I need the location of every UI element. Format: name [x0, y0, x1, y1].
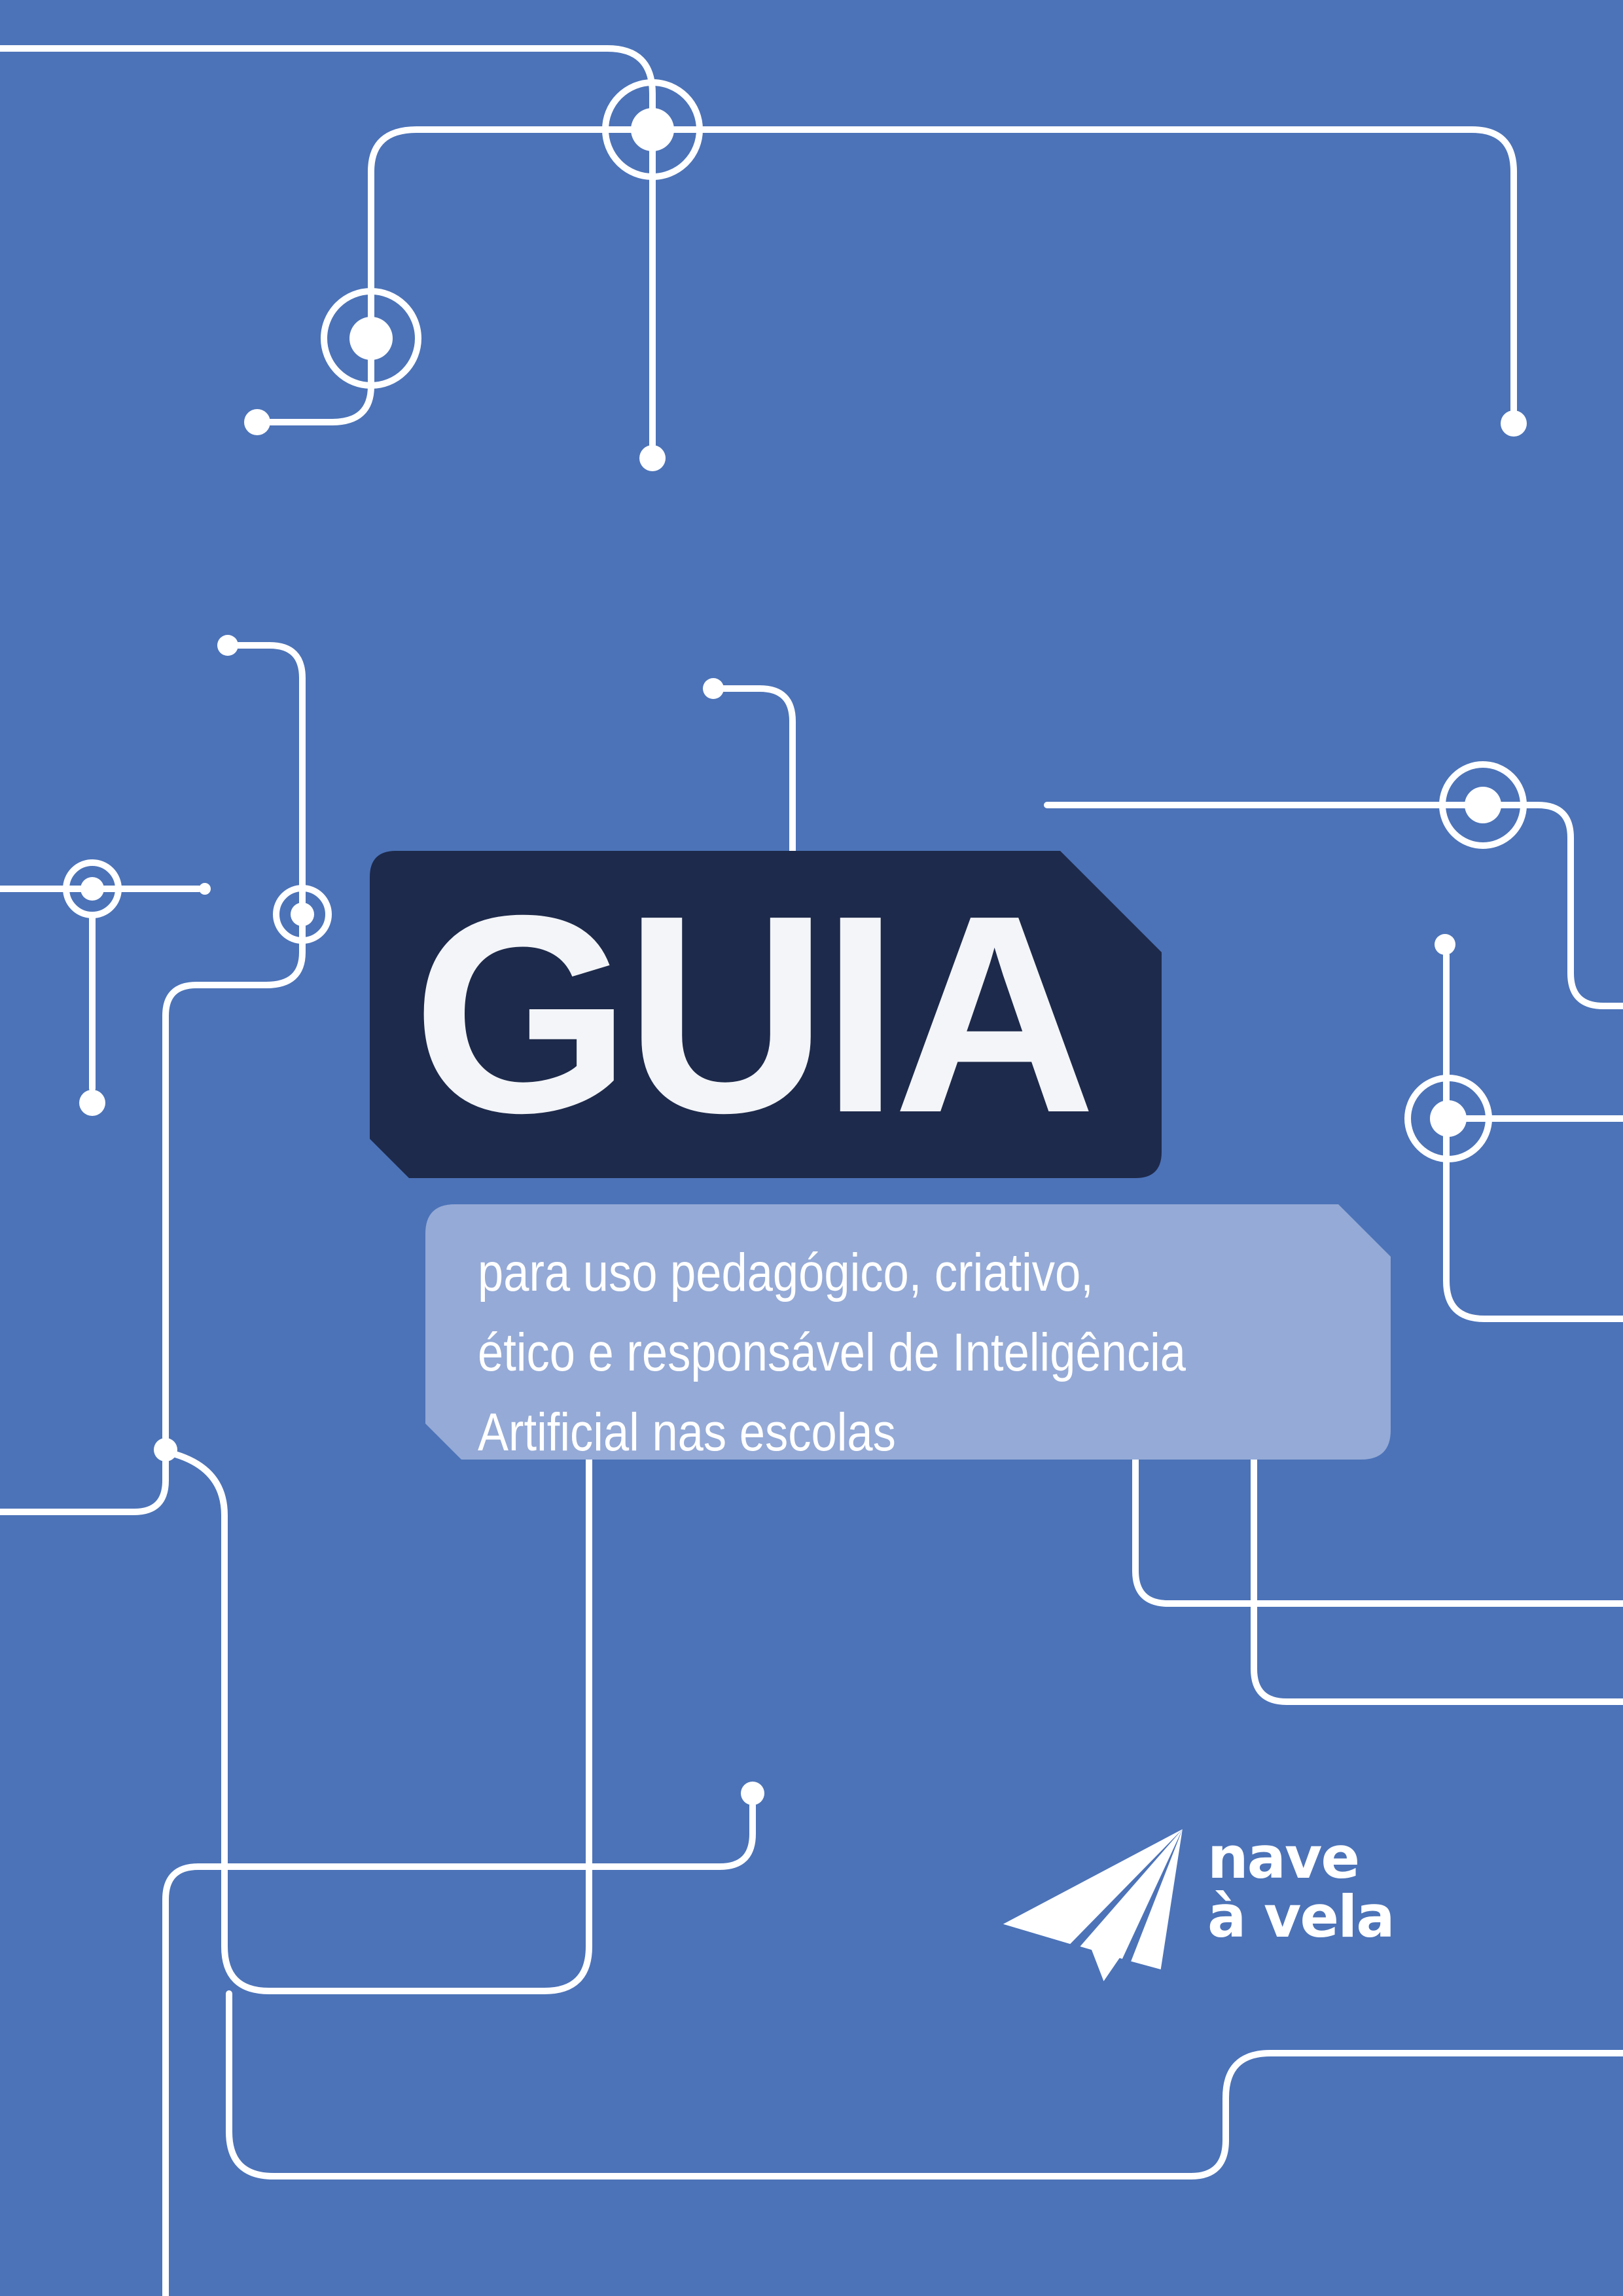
circuit-trace — [722, 689, 793, 854]
circuit-trace — [0, 48, 652, 445]
cover-title: GUIA — [412, 857, 1090, 1172]
subtitle-line: Artificial nas escolas — [478, 1403, 896, 1462]
subtitle-line: para uso pedagógico, criativo, — [478, 1243, 1094, 1302]
brand-logo — [998, 1820, 1404, 1983]
circuit-trace — [1135, 1458, 1623, 1604]
subtitle-line: ético e responsável de Inteligência — [478, 1323, 1186, 1382]
circuit-trace — [0, 1462, 166, 1512]
cover-subtitle — [478, 1233, 1322, 1473]
paper-plane-icon — [998, 1826, 1185, 1981]
circuit-trace — [166, 1805, 753, 2296]
circuit-trace — [1446, 955, 1623, 1319]
circuit-trace — [270, 130, 1514, 422]
circuit-trace — [166, 645, 302, 1438]
circuit-trace — [175, 1454, 589, 1991]
circuit-trace — [229, 1994, 1623, 2176]
circuit-trace — [1254, 1458, 1623, 1702]
brand-name-line: à vela — [1207, 1883, 1394, 1950]
brand-logo-text — [1207, 1824, 1394, 1950]
brand-name-line: nave — [1207, 1824, 1359, 1892]
